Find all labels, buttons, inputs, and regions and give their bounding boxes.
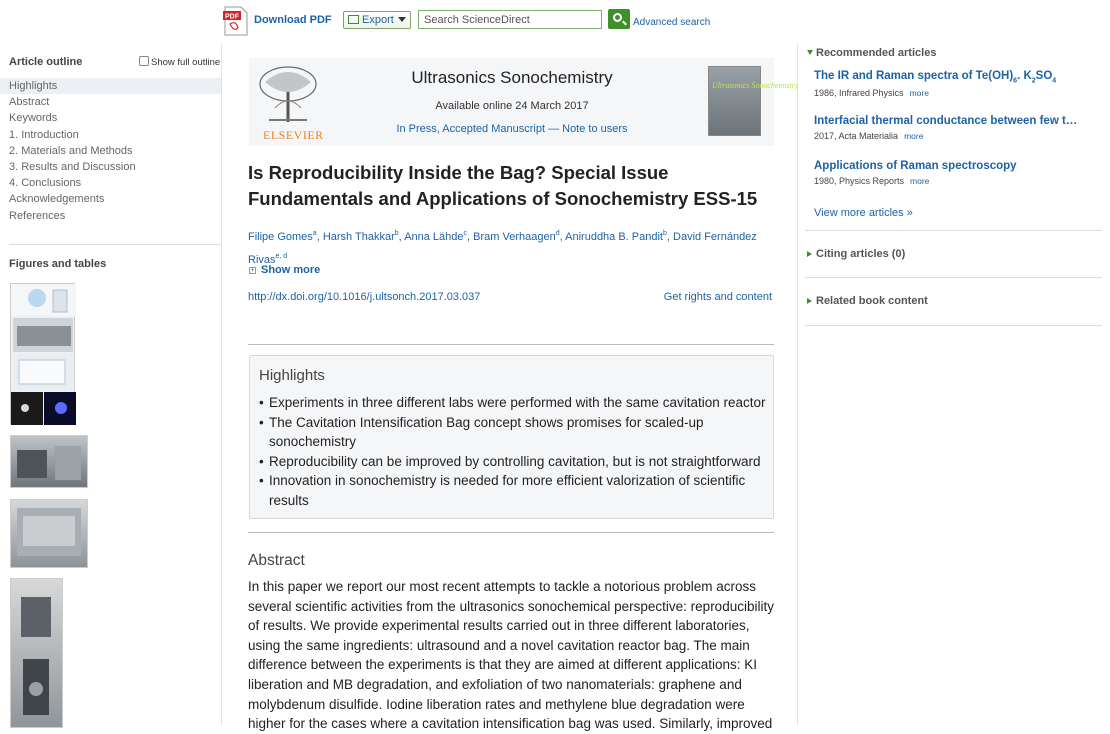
recommended-meta: 1986, Infrared Physics more: [814, 88, 929, 99]
author-link[interactable]: Harsh Thakkar$^b$: [322, 230, 399, 243]
outline-item-materials[interactable]: 2. Materials and Methods: [9, 144, 133, 157]
cover-title: Ultrasonics Sonochemistry: [712, 81, 799, 90]
article-main: [221, 44, 799, 732]
divider: [248, 344, 774, 345]
outline-item-conclusions[interactable]: 4. Conclusions: [9, 177, 82, 190]
outline-item-abstract[interactable]: Abstract: [9, 96, 50, 109]
recommended-item: [814, 70, 1104, 98]
more-link[interactable]: more: [910, 176, 930, 186]
abstract-text: In this paper we report our most recent attempts to tackle a notorious problem across several scientific activities from the ultrasonics sonochemical perspective: reproducibility of results. We provide experimental results carried out in three different laboratories, using the same ingredients: ultrasound and a novel cavitation reactor bag. The main difference between the experiments is that they are aimed at different applications: KI liberation and MB degradation, and exfoliation of two nanomaterials: graphene and molybdenum disulfide. Iodine liberation rates and methylene blue degradation were higher for the cases where a cavitation intensification bag was used. Similarly, improved: [248, 579, 774, 732]
triangle-down-icon: [807, 50, 813, 55]
outline-item-keywords[interactable]: Keywords: [9, 112, 58, 125]
search-icon: [613, 13, 622, 22]
highlights-title: Highlights: [259, 367, 325, 384]
outline-item-references[interactable]: References: [9, 209, 66, 222]
journal-cover[interactable]: [708, 66, 799, 136]
figures-title: Figures and tables: [9, 258, 107, 270]
recommended-title[interactable]: Interfacial thermal conductance between few t…: [814, 115, 1078, 127]
citing-articles-header[interactable]: Citing articles (0): [807, 248, 905, 260]
recommended-title[interactable]: Applications of Raman spectroscopy: [814, 160, 1017, 172]
recommended-meta: 1980, Physics Reports more: [814, 176, 930, 186]
highlight-item: • Reproducibility can be improved by controlling cavitation, but is not straightforward: [259, 452, 769, 472]
advanced-search-link[interactable]: Advanced search: [633, 17, 711, 28]
divider: [805, 277, 1102, 278]
highlight-item: • The Cavitation Intensification Bag concept shows promises for scaled-up sonochemistry: [259, 413, 769, 452]
author-link[interactable]: Filipe Gomes$^a$: [248, 230, 317, 243]
export-button[interactable]: [343, 11, 411, 29]
divider: [805, 230, 1102, 231]
elsevier-wordmark: ELSEVIER: [263, 128, 324, 142]
recommended-header[interactable]: Recommended articles: [807, 47, 936, 59]
author-link[interactable]: Bram Verhaagen$^d$: [473, 230, 560, 243]
figure-thumbnail[interactable]: [10, 435, 88, 488]
more-link[interactable]: more: [904, 131, 924, 141]
author-link[interactable]: Aniruddha B. Pandit$^b$: [565, 230, 667, 243]
divider: [248, 532, 774, 533]
svg-text:PDF: PDF: [225, 13, 239, 21]
triangle-right-icon: [807, 298, 812, 304]
article-title: Is Reproducibility Inside the Bag? Special Issue Fundamentals and Applications of Sonochemistry ESS-15: [248, 162, 758, 209]
abstract-title: Abstract: [248, 552, 305, 569]
related-book-header[interactable]: Related book content: [807, 295, 928, 307]
recommended-meta: 2017, Acta Materialia more: [814, 131, 924, 141]
recommended-title[interactable]: The IR and Raman spectra of $Te(OH)_6$. $K_2SO_4$: [814, 70, 1057, 85]
figure-thumbnail[interactable]: [10, 283, 75, 424]
highlights-box: [249, 355, 774, 519]
author-link[interactable]: Anna Lähde$^c$: [404, 230, 468, 243]
pdf-icon[interactable]: [222, 6, 250, 36]
available-online: Available online 24 March 2017: [435, 100, 589, 112]
outline-title: Article outline: [9, 56, 83, 68]
export-icon: [348, 15, 359, 24]
checkbox[interactable]: [139, 56, 149, 66]
more-link[interactable]: more: [909, 88, 929, 99]
figure-thumbnail[interactable]: [10, 578, 63, 728]
doi-link[interactable]: http://dx.doi.org/10.1016/j.ultsonch.2017.03.037: [248, 291, 481, 303]
divider: [9, 244, 221, 245]
recommended-item: [814, 115, 1104, 141]
elsevier-logo[interactable]: [255, 64, 324, 142]
figure-thumbnail[interactable]: [10, 499, 88, 568]
in-press-note[interactable]: In Press, Accepted Manuscript — Note to users: [396, 123, 628, 135]
outline-item-acknowledgements[interactable]: Acknowledgements: [9, 193, 105, 206]
show-full-outline-toggle[interactable]: Show full outline: [139, 56, 220, 68]
author-list: Filipe Gomes$^a$, Harsh Thakkar$^b$, Anna Lähde$^c$, Bram Verhaagen$^d$, Aniruddha B. Pandit$^b$, David Fernández Rivas$^{e, d}$: [248, 230, 757, 266]
highlight-item: • Innovation in sonochemistry is needed for more efficient valorization of scientific results: [259, 471, 769, 510]
chevron-down-icon: [398, 17, 406, 22]
author-link[interactable]: David Fernández Rivas$^{e, d}$: [248, 231, 757, 266]
recommended-item: [814, 160, 1104, 186]
show-more-button[interactable]: + Show more: [250, 264, 321, 276]
journal-name[interactable]: Ultrasonics Sonochemistry: [411, 68, 613, 87]
outline-item-results[interactable]: 3. Results and Discussion: [9, 160, 136, 173]
highlight-item: • Experiments in three different labs were performed with the same cavitation reactor: [259, 393, 769, 413]
search-input[interactable]: [418, 10, 602, 29]
triangle-right-icon: [807, 251, 812, 257]
rights-link[interactable]: Get rights and content: [663, 291, 772, 303]
download-pdf-link[interactable]: Download PDF: [254, 14, 332, 26]
plus-icon: +: [250, 267, 255, 274]
toolbar: [222, 6, 742, 36]
journal-header: [249, 58, 799, 146]
outline-item-introduction[interactable]: 1. Introduction: [9, 128, 79, 141]
search-button[interactable]: [608, 9, 630, 29]
outline-item-highlights[interactable]: Highlights: [0, 78, 221, 94]
outline-list: [0, 78, 221, 224]
view-more-articles-link[interactable]: View more articles »: [814, 207, 913, 219]
divider: [805, 325, 1102, 326]
export-label: Export: [362, 14, 394, 26]
highlights-list: [259, 393, 769, 510]
